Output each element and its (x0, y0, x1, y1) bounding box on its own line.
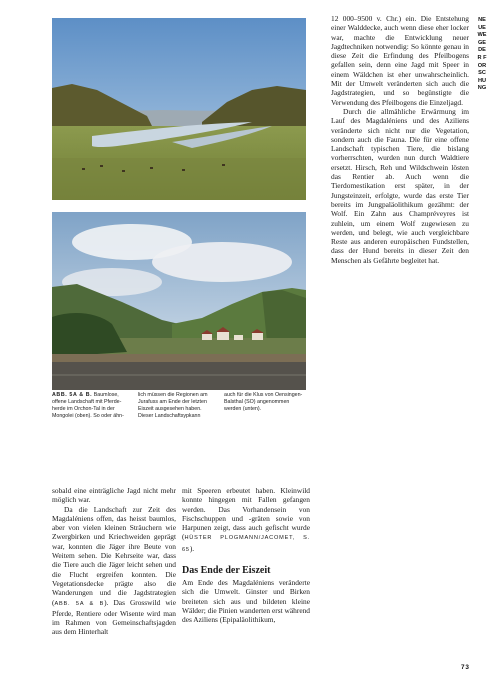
figure-reference: ABB. 5A & B (54, 600, 105, 607)
body-column-left (52, 486, 176, 637)
caption-text-3: auch für die Klus von Oensingen-Balsthal (SO) angenommen werden (unten). (224, 392, 303, 412)
paragraph-text: Da die Landschaft zur Zeit des Magdaléniens offen, das heisst baumlos, aber von vielen kleinen Sträuchern wie Zwergbirken und Kriechweiden geprägt war, konnten die Jäger ihre Beute von Weitem sehen. Die Kehrseite war, dass die Tiere auch die Jäger leicht sehen und die Flucht ergreifen konnten. Die Vegetationsdecke prägte also die Wanderungen und die Jagdstrategien ( (52, 504, 176, 607)
paragraph-text: mit Speeren erbeutet haben. Kleinwild konnte hingegen mit Fallen gefangen werden. Das Vorhandensein von Fischschuppen und -gräten sowie von Harpunen zeigt, dass auch gefischt wurde ( (182, 486, 310, 542)
paragraph-text: ). Das Grosswild wie Pferde, Rentiere oder Wisente wird man im Rahmen von Gemeinschaftsjagden aus dem Hinterhalt (52, 597, 176, 637)
photo-mongolia-valley (52, 18, 306, 200)
caption-figure-label: ABB. 5A & B. (52, 392, 93, 398)
paragraph: Durch die allmähliche Erwärmung im Lauf des Magdaléniens und des Aziliens veränderte sich nicht nur die Vegetation, sondern auch die Fauna. Die für eine offene Landschaft typischen Tiere, die bislang vorherrschten, wurden nun durch Waldtiere ersetzt. Hirsch, Reh und Wildschwein lösten das Rentier ab. Auch wenn die Tierdomestikation erst später, in der Jungsteinzeit, erfolgte, wurde das erste Tier bereits im Jungpaläolithikum gezähmt: der Wolf. Ein Zahn aus Champréveyres ist zuhlein, um einem Wolf zugewiesen zu werden, und belegt, wie auch vergleichbare Reste aus anderen europäischen Fundstellen, dass der Hund bereits in dieser Zeit den Menschen als Gefährte begleitet hat. (331, 106, 469, 265)
paragraph: 12 000–9500 v. Chr.) ein. Die Entstehung einer Walddecke, auch wenn diese eher locker war, machte die Entwicklung neuer Jagdtechniken notwendig: So könnte genau in diese Zeit die Erfindung des Pfeilbogens gefallen sein, denn eine Jagd mit Speer in einem Wäldchen ist eher unwahrscheinlich. Mit der Umwelt veränderten sich auch die Jagdstrategien, und so begünstigte die Verwendung des Pfeilbogens die Einzeljagd. (331, 14, 469, 107)
literature-reference: HÜSTER PLOGMANN/JACOMET, S. 65 (182, 535, 310, 553)
paragraph-text: ). (189, 543, 195, 553)
caption-column-2 (138, 392, 218, 420)
caption-column-1 (52, 392, 132, 420)
caption-text-2: lich müssen die Regionen am Jurafuss am Ende der letzten Eiszeit ausgesehen haben. Dieser Landschaftsypkann (138, 392, 208, 419)
section-label-vertical: NEUE WEGE DER FORSCHUNG (477, 17, 487, 92)
caption-column-3 (224, 392, 306, 413)
paragraph (52, 505, 176, 637)
section-heading: Das Ende der Eiszeit (182, 565, 271, 577)
paragraph: sobald eine einträgliche Jagd nicht mehr möglich war. (52, 486, 176, 505)
page-number: 73 (461, 664, 470, 671)
caption-text-1: Baumlose, offene Landschaft mit Pferdeherde im Orchon-Tal in der Mongolei (oben). So oder ähn- (52, 392, 124, 419)
body-column-middle (182, 486, 310, 625)
paragraph: Am Ende des Magdaléniens veränderte sich die Umwelt. Ginster und Birken breiteten sich aus und bildeten kleine Wälder; die Pinien wanderten erst während des Aziliens (Epipaläolithikum, (182, 578, 310, 625)
photo-jura-klus (52, 212, 306, 390)
body-column-right (331, 14, 469, 265)
paragraph (182, 486, 310, 555)
